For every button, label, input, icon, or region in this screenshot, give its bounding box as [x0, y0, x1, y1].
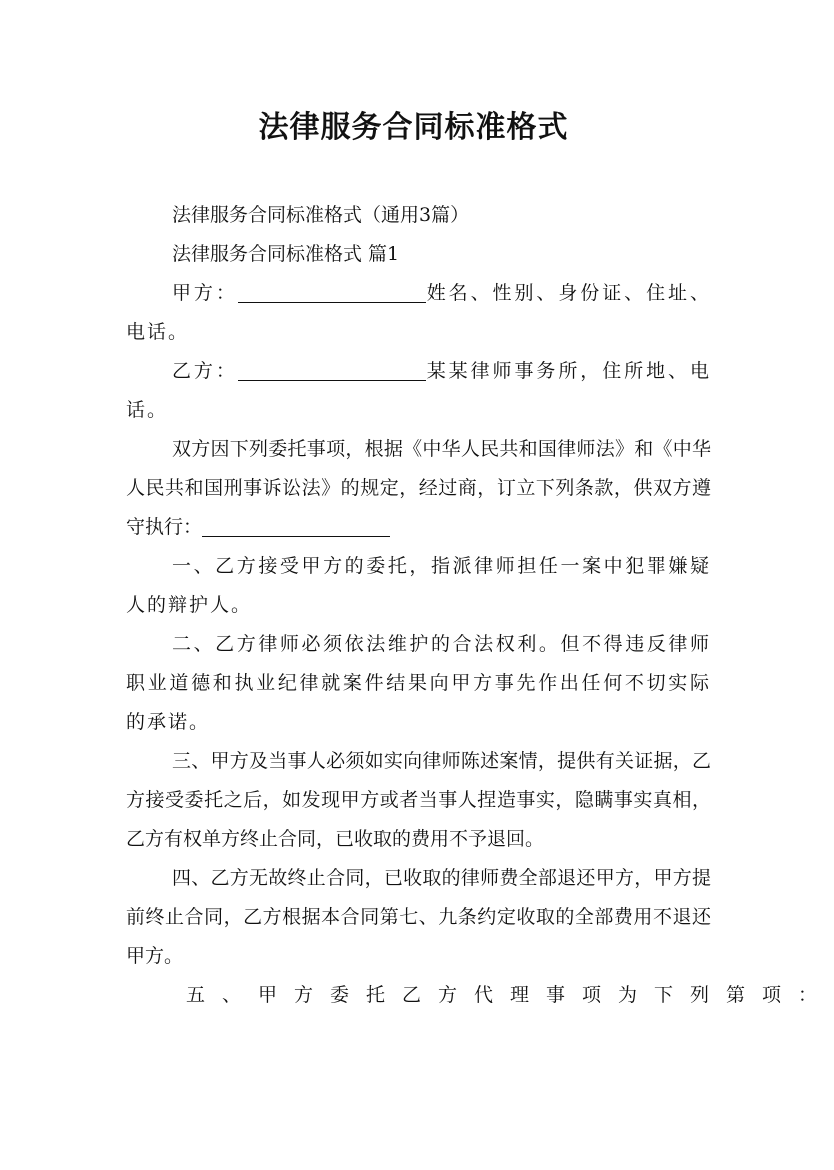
document-title: 法律服务合同标准格式: [258, 110, 569, 145]
preamble-text: 双方因下列委托事项，根据《中华人民共和国律师法》和《中华人民共和国刑事诉讼法》的规定，经过商，订立下列条款，供双方遵守执行：: [126, 438, 711, 538]
preamble-blank-line: [202, 514, 390, 537]
party-b-label: 乙方：: [172, 360, 238, 382]
party-b-details: 某某律师事务所，住所地、电话。: [126, 360, 711, 421]
party-a-details: 姓名、性别、身份证、住址、电话。: [126, 282, 711, 343]
paragraph-clause-3: 三、甲方及当事人必须如实向律师陈述案情，提供有关证据，乙方接受委托之后，如发现甲方或者当事人捏造事实，隐瞒事实真相，乙方有权单方终止合同，已收取的费用不予退回。: [126, 750, 711, 850]
paragraph-subtitle: 法律服务合同标准格式（通用3篇）: [172, 204, 470, 226]
paragraph-preamble: [126, 430, 711, 547]
paragraph-party-a: [126, 274, 711, 352]
party-a-label: 甲方：: [172, 282, 238, 304]
paragraph-clause-1: 一、乙方接受甲方的委托，指派律师担任一案中犯罪嫌疑人的辩护人。: [126, 555, 711, 616]
paragraph-party-b: [126, 352, 711, 430]
paragraph-section-heading: 法律服务合同标准格式 篇1: [172, 243, 400, 265]
paragraph-clause-5: 五、甲方委托乙方代理事项为下列第项：: [186, 984, 834, 1006]
document-body: [126, 196, 834, 1015]
paragraph-clause-2: 二、乙方律师必须依法维护的合法权利。但不得违反律师职业道德和执业纪律就案件结果向甲方事先作出任何不切实际的承诺。: [126, 633, 711, 733]
party-a-blank-line: [238, 280, 426, 303]
party-b-blank-line: [238, 358, 426, 381]
paragraph-clause-4: 四、乙方无故终止合同，已收取的律师费全部退还甲方，甲方提前终止合同，乙方根据本合同第七、九条约定收取的全部费用不退还甲方。: [126, 867, 711, 967]
